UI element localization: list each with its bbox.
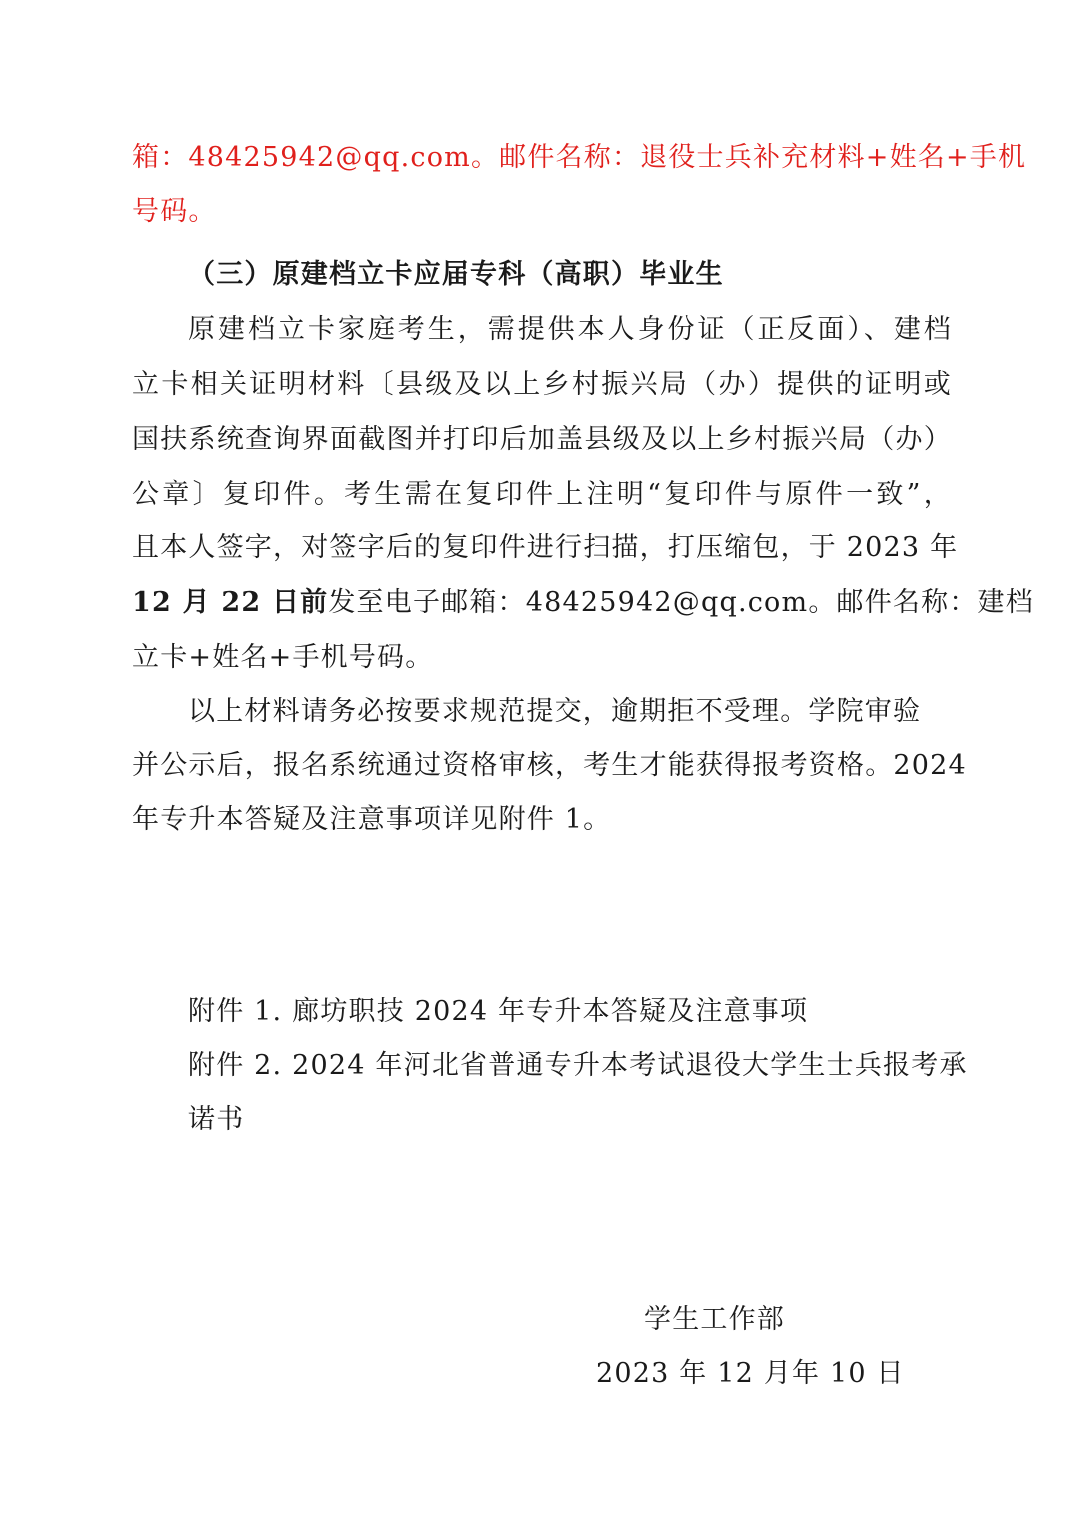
section-paragraph-line: 原建档立卡家庭考生，需提供本人身份证（正反面）、建档 — [188, 314, 952, 345]
section-paragraph-line: 国扶系统查询界面截图并打印后加盖县级及以上乡村振兴局（办） — [132, 424, 952, 455]
email-submit-text: 发至电子邮箱：48425942@qq.com。邮件名称：建档 — [328, 587, 1034, 618]
attachment-1: 附件 1. 廊坊职技 2024 年专升本答疑及注意事项 — [188, 996, 809, 1027]
section-paragraph-line: 立卡+姓名+手机号码。 — [132, 642, 434, 673]
email-instruction-line-1: 箱：48425942@qq.com。邮件名称：退役士兵补充材料+姓名+手机 — [132, 142, 1027, 173]
closing-paragraph-line: 并公示后，报名系统通过资格审核，考生才能获得报考资格。2024 — [132, 750, 967, 781]
issue-date: 2023 年 12 月年 10 日 — [596, 1358, 905, 1389]
section-paragraph-line — [132, 583, 1034, 623]
issuing-department: 学生工作部 — [644, 1304, 785, 1335]
closing-paragraph-line: 年专升本答疑及注意事项详见附件 1。 — [132, 804, 612, 835]
section-paragraph-line: 公章〕复印件。考生需在复印件上注明“复印件与原件一致”， — [132, 479, 952, 510]
attachment-2: 附件 2. 2024 年河北省普通专升本考试退役大学生士兵报考承 — [188, 1050, 968, 1081]
section-heading: （三）原建档立卡应届专科（高职）毕业生 — [188, 259, 724, 290]
section-paragraph-line: 立卡相关证明材料〔县级及以上乡村振兴局（办）提供的证明或 — [132, 369, 952, 400]
email-instruction-line-2: 号码。 — [132, 196, 217, 227]
section-paragraph-line: 且本人签字，对签字后的复印件进行扫描，打压缩包，于 2023 年 — [132, 532, 959, 563]
attachment-2-continued: 诺书 — [188, 1104, 245, 1135]
deadline-text: 12 月 22 日前 — [132, 587, 329, 618]
closing-paragraph-line: 以上材料请务必按要求规范提交，逾期拒不受理。学院审验 — [188, 696, 922, 727]
